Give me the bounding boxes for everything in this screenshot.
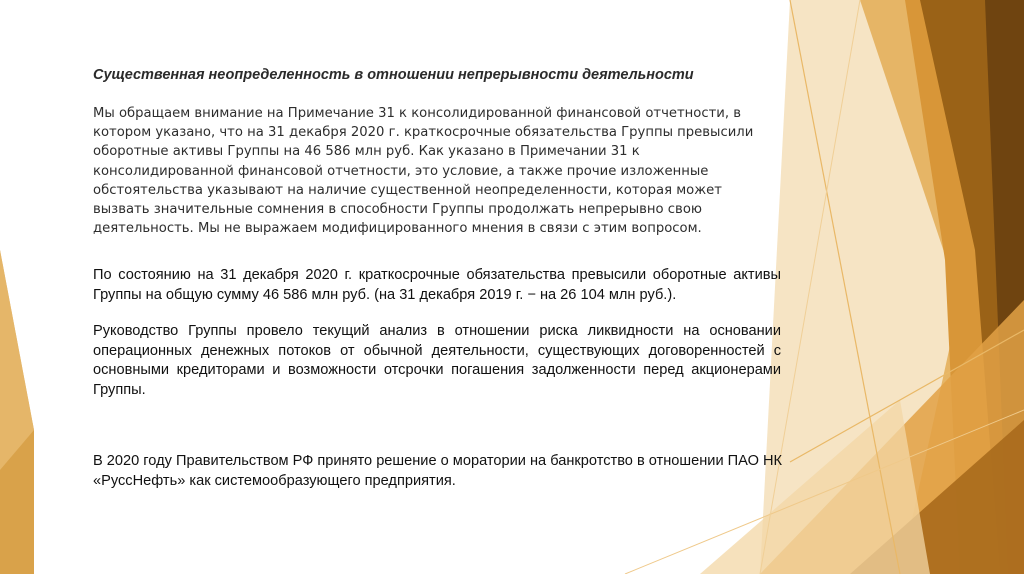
liabilities-paragraph: По состоянию на 31 декабря 2020 г. краткосрочные обязательства превысили оборотные активы Группы на общую сумму 46 586 млн руб. (на 31 декабря 2019 г. − на 26 104 млн руб.).	[93, 267, 781, 303]
section-heading: Существенная неопределенность в отношении непрерывности деятельности	[93, 67, 694, 83]
auditor-opinion-quote: Мы обращаем внимание на Примечание 31 к консолидированной финансовой отчетности, в котором указано, что на 31 декабря 2020 г. краткосрочные обязательства Группы превысили оборотные активы Группы на 46 586 млн руб. Как указано в Примечании 31 к консолидированной финансовой отчетности, это условие, а также прочие изложенные обстоятельства указывают на наличие существенной неопределенности, которая может вызвать значительные сомнения в способности Группы продолжать непрерывно свою деятельность. Мы не выражаем модифицированного мнения в связи с этим вопросом.	[93, 106, 754, 237]
management-analysis-paragraph: Руководство Группы провело текущий анализ в отношении риска ликвидности на основании операционных денежных потоков от обычной деятельности, существующих договоренностей с основными кредиторами и возможности отсрочки погашения задолженности перед акционерами Группы.	[93, 323, 781, 398]
moratorium-paragraph: В 2020 году Правительством РФ принято решение о моратории на банкротство в отношении ПАО НК «РуссНефть» как системообразующего предприятия.	[93, 453, 783, 489]
